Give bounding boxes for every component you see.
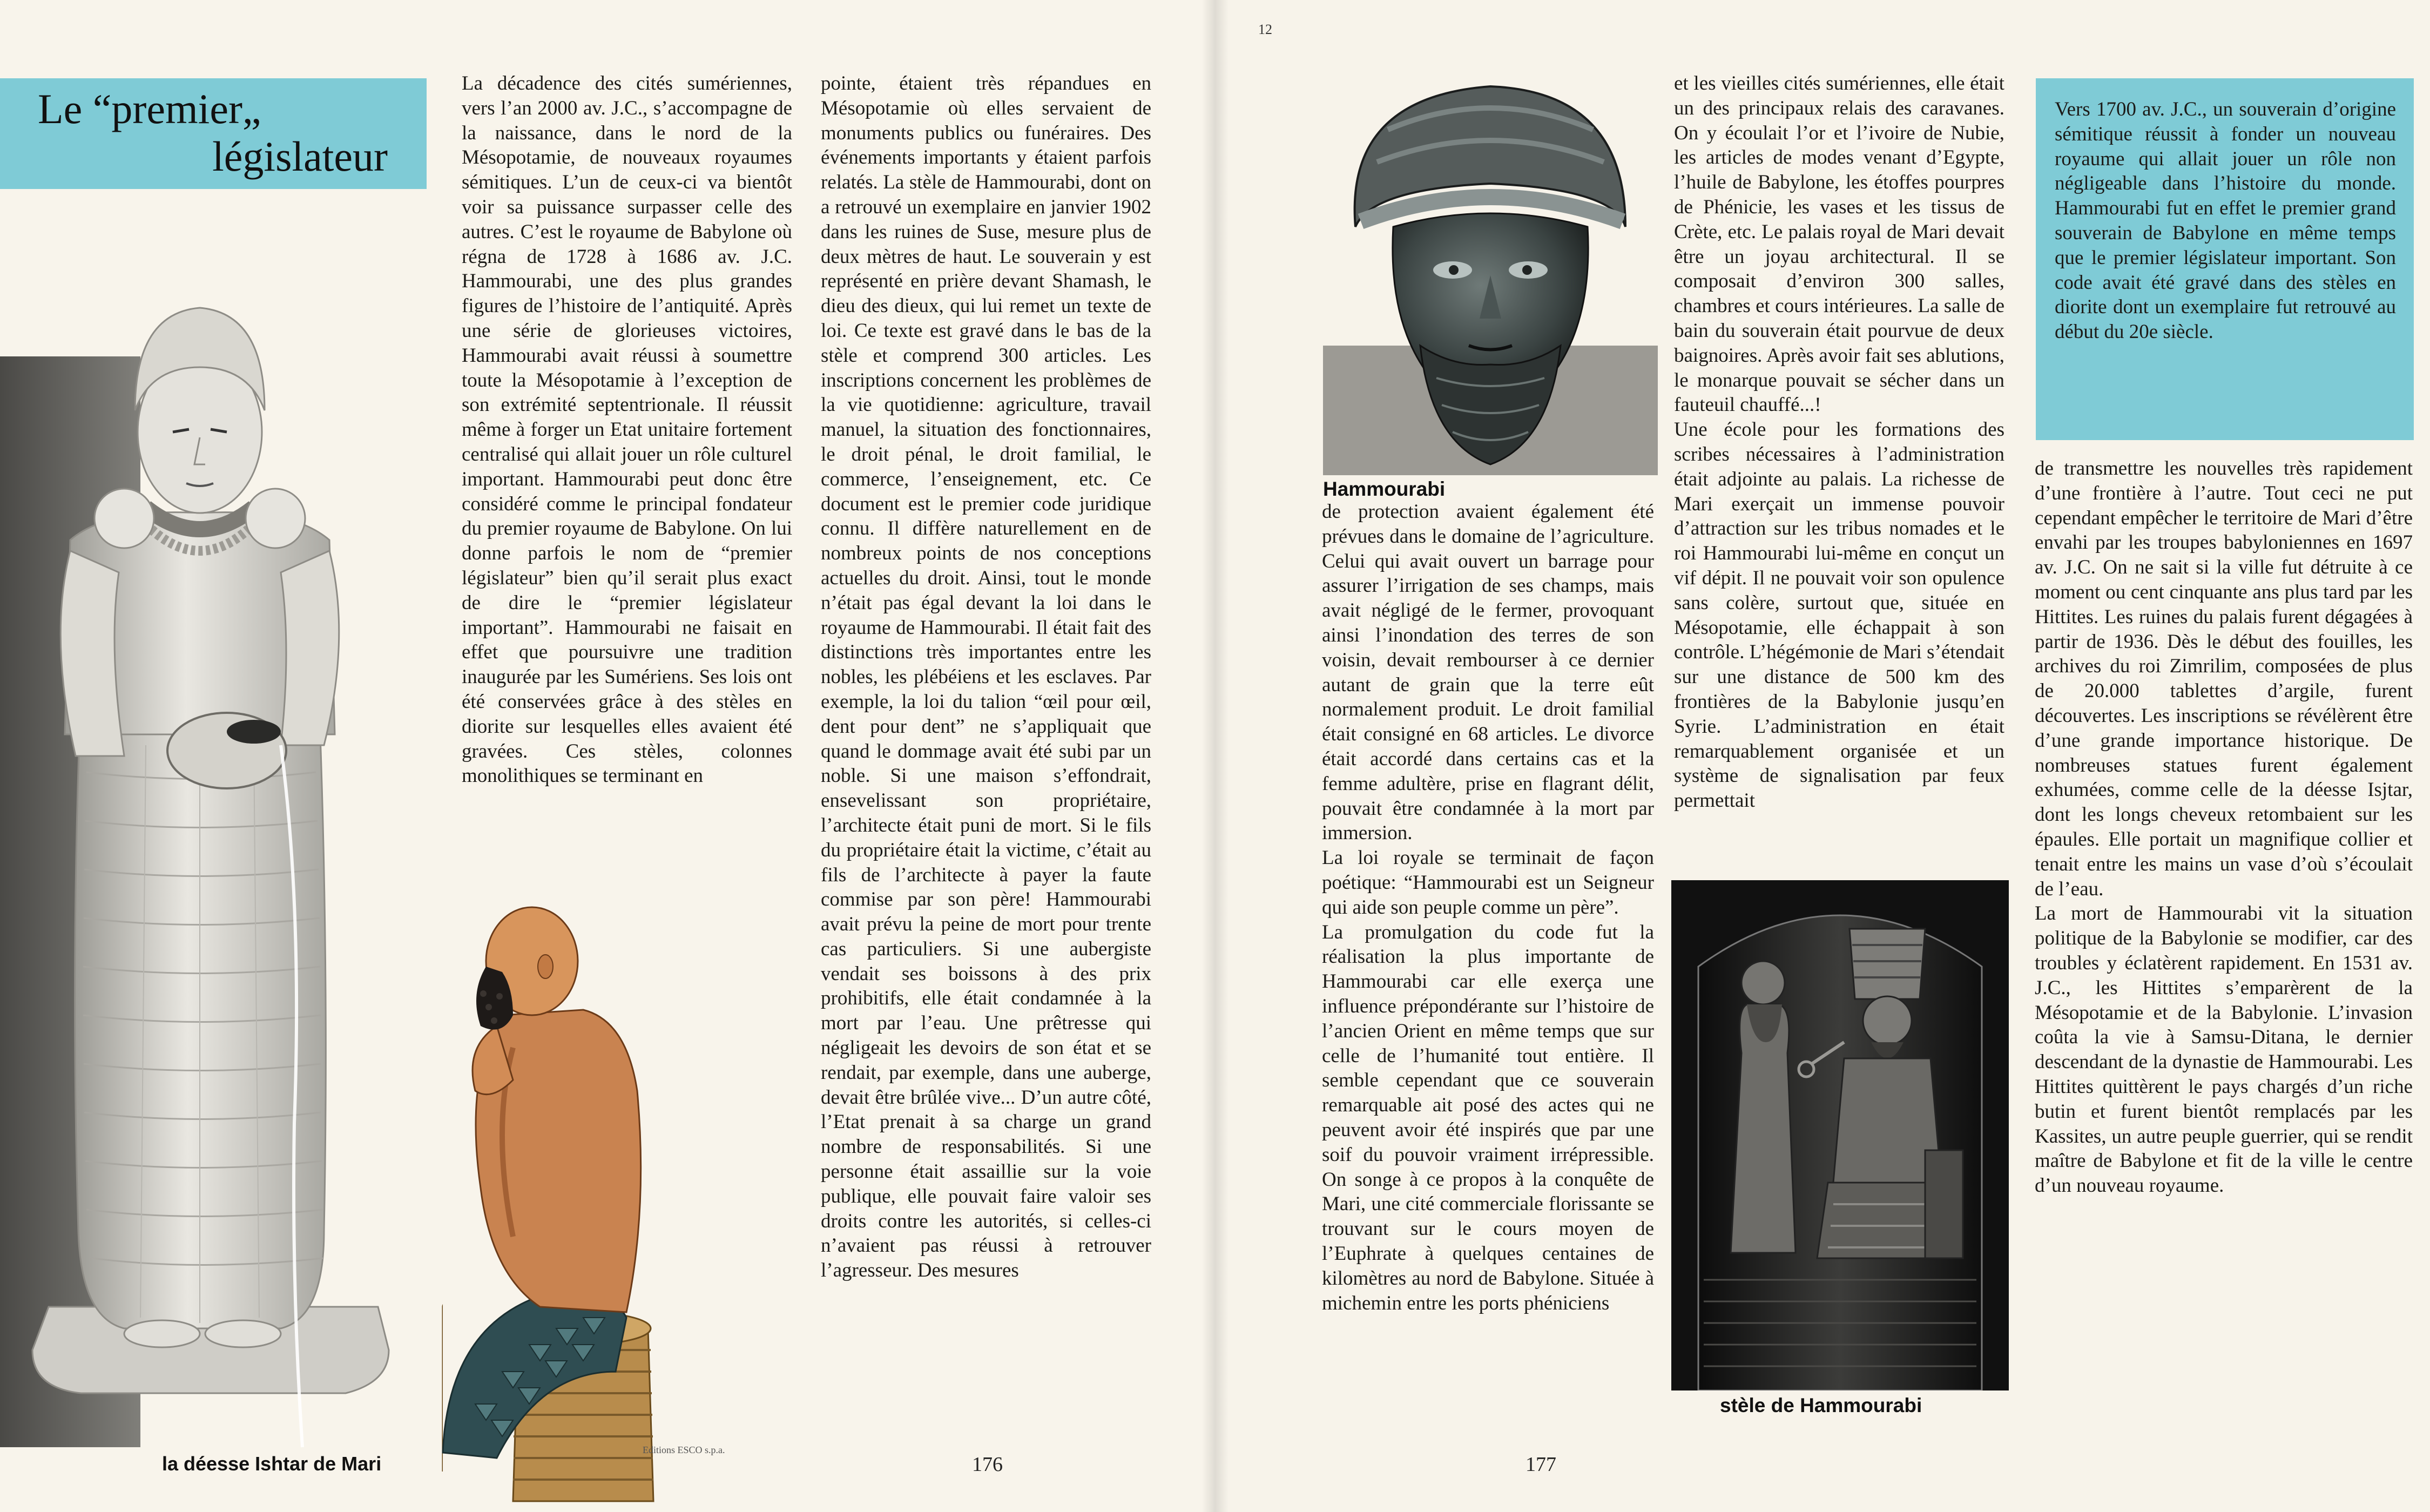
paragraph: La mort de Hammourabi vit la situation politique de la Babylonie se modifier, car des troubles y éclatèrent rapidement. En 1531 av. J.C., les Hittites s’emparèrent de la Mésopotamie et de la Babylonie. L’invasion coûta la vie à Samsu-Ditana, le dernier descendant de la dynastie de Hammourabi. Les Hittites quittèrent le pays chargés d’un riche butin et furent bientôt remplacés par les Kassites, un autre peuple guerrier, qui se rendit maître de Babylone et fit de la ville le centre d’un nouveau royaume. (2035, 902, 2413, 1197)
stele-photo (1671, 880, 2009, 1390)
right-column-2 (1674, 71, 2004, 870)
paragraph: La décadence des cités sumériennes, vers l’an 2000 av. J.C., s’accompagne de la naissance, dans le nord de la Mésopotamie, de nouveaux royaumes sémitiques. L’un de ceux-ci va bientôt voir sa puissance surpasser celle des autres. C’est le royaume de Babylone où régna de 1728 à 1686 av. J.C. Hammourabi, une des plus grandes figures de l’histoire de l’antiquité. Après une série de glorieuses victoires, Hammourabi avait réussi à soumettre toute la Mésopotamie à l’exception de son extrémité septentrionale. Il réussit même à forger un Etat unitaire fortement centralisé qui allait jouer un rôle culturel important. Hammourabi peut donc être considéré comme le principal fondateur du premier royaume de Babylone. On lui donne parfois le nom de “premier législateur” bien qu’il serait plus exact de dire le “premier législateur important”. Hammourabi ne faisait en effet que poursuivre une tradition inaugurée par les Sumériens. Ses lois ont été conservées grâce à des stèles en diorite sur lesquelles elles avaient été gravées. Ces stèles, colonnes monolithiques se terminant en (462, 72, 792, 787)
paragraph: La promulgation du code fut la réalisation la plus importante de Hammourabi car elle exerça une influence prépondérante sur l’histoire de l’ancien Orient en même temps que sur celle de l’humanité tout entière. Il semble cependant que ce souverain remarquable ait posé des actes qui ne peuvent avoir été inspirés que par une soif du pouvoir vraiment irrépressible. On songe à ce propos à la conquête de Mari, une cité commerciale florissante se trouvant sur le cours moyen de l’Euphrate à quelques centaines de kilomètres au nord de Babylone. Située à michemin entre les ports phéniciens (1322, 921, 1654, 1314)
paragraph: Une école pour les formations des scribes nécessaires à l’administration était adjointe au palais. La richesse de Mari exerçait un immense pouvoir d’attraction sur les tribus nomades et le roi Hammourabi lui-même en conçut un vif dépit. Il ne pouvait voir son opulence sans colère, surtout que, située en Mésopotamie, elle échappait à son contrôle. L’hégémonie de Mari s’étendait sur une distance de 500 km des frontières de la Babylonie jusqu’en Syrie. L’administration en était remarquablement organisée et un système de signalisation par feux permettait (1674, 418, 2004, 812)
page-number-left: 176 (972, 1453, 1003, 1476)
paragraph: de transmettre les nouvelles très rapidement d’une frontière à l’autre. Tout ceci ne put cependant empêcher le territoire de Mari d’être envahi par les troupes babyloniennes en 1697 av. J.C. On ne sait si la ville fut détruite à ce moment ou cent cinquante ans plus tard par les Hittites. Les ruines du palais furent dégagées à partir de 1936. Dès le début des fouilles, les archives du roi Zimrilim, composées de plus de 20.000 tablettes d’argile, furent découvertes. Les inscriptions se révélèrent être d’une grande importance historique. De nombreuses statues furent également exhumées, comme celle de la déesse Isjtar, dont les longs cheveux retombaient sur les épaules. Elle portait un magnifique collier et tenait entre les mains un vase d’où s’écoulait de l’eau. (2035, 457, 2413, 900)
paragraph: La loi royale se terminait de façon poétique: “Hammourabi est un Seigneur qui aide son peuple comme un père”. (1322, 847, 1654, 919)
hammourabi-head-photo (1323, 65, 1658, 475)
publisher-credit: Editions ESCO s.p.a. (643, 1444, 725, 1455)
paragraph: et les vieilles cités sumériennes, elle était un des principaux relais des caravanes. On y écoulait l’or et l’ivoire de Nubie, les articles de modes venant d’Egypte, l’huile de Babylone, les étoffes pourpres de Phénicie, les vases et les tissus de Crète, etc. Le palais royal de Mari devait être un joyau architectural. Il se composait d’environ 300 salles, chambres et cours intérieures. La salle de bain du souverain était pourvue de deux baignoires. Après avoir fait ses ablutions, le monarque pouvait se sécher dans un fauteuil chauffé...! (1674, 72, 2004, 416)
right-column-1 (1322, 500, 1654, 1428)
small-page-mark: 12 (1258, 22, 1272, 37)
paragraph: de protection avaient également été prévues dans le domaine de l’agriculture. Celui qui avait ouvert un barrage pour assurer l’irrigation de ses champs, mais avait négligé de le fermer, provoquant ainsi l’inondation des terres de son voisin, devait rembourser à ce dernier autant de grain que la terre eût normalement produit. Le droit familial était consigné en 68 articles. Le divorce était accordé dans certains cas et la femme adultère, prise en flagrant délit, pouvait être condamnée à la mort par immersion. (1322, 501, 1654, 845)
page-title-line1: Le “premier„ (38, 85, 261, 132)
photo-caption-head: Hammourabi (1323, 478, 1446, 500)
right-column-3 (2035, 456, 2413, 1428)
illustration-caption: la déesse Ishtar de Mari (162, 1453, 382, 1475)
intro-box (2036, 78, 2414, 440)
paragraph: pointe, étaient très répandues en Mésopotamie où elles servaient de monuments publics ou funéraires. Des événements importants y étaient parfois relatés. La stèle de Hammourabi, dont on a retrouvé un exemplaire en janvier 1902 dans les ruines de Suse, mesure plus de deux mètres de haut. Le souverain y est représenté en prière devant Shamash, le dieu des dieux, qui lui remet un texte de loi. Ce texte est gravé dans le bas de la stèle et comprend 300 articles. Les inscriptions concernent les problèmes de la vie quotidienne: agriculture, travail manuel, la situation des fonctionnaires, le droit pénal, le droit familial, le commerce, l’enseignement, etc. Ce document est le premier code juridique connu. Il diffère naturellement en de nombreux points de nos conceptions actuelles du droit. Ainsi, tout le monde n’était pas égal devant la loi dans le royaume de Hammourabi. Il était fait des distinctions très importantes entre les nobles, les plébéiens et les esclaves. Par exemple, la loi du talion “œil pour œil, dent pour dent” ne s’appliquait que quand le dommage avait été subi par un noble. Si une maison s’effondrait, ensevelissant son propriétaire, l’architecte était puni de mort. Si le fils du propriétaire était la victime, c’était au fils de l’architecte à payer la faute commise par son père! Hammourabi avait prévu la peine de mort pour trente cas particuliers. Si une aubergiste vendait ses boissons à des prix prohibitifs, elle était condamnée à la mort par l’eau. Une prêtresse qui négligeait les devoirs de son état et se rendait, par exemple, dans une auberge, devait être brûlée vive... D’un autre côté, l’Etat prenait à sa charge un grand nombre de responsabilités. Si une personne était assaillie sur la voie publique, elle pouvait faire valoir ses droits contre les autorités, si celles-ci n’avaient pas réussi à retrouver l’agresseur. Des mesures (821, 72, 1151, 1282)
page-title-line2: législateur (212, 133, 388, 180)
photo-caption-stele: stèle de Hammourabi (1720, 1394, 1922, 1416)
page-number-right: 177 (1526, 1453, 1556, 1476)
intro-box-text: Vers 1700 av. J.C., un souverain d’origine sémitique réussit à fonder un nouveau royaume qui allait jouer un rôle non négligeable dans l’histoire du monde. Hammourabi fut en effet le premier grand souverain de Babylone en même temps que le premier législateur important. Son code avait été gravé dans des stèles en diorite dont un exemplaire fut retrouvé au début du 20e siècle. (2055, 98, 2396, 343)
